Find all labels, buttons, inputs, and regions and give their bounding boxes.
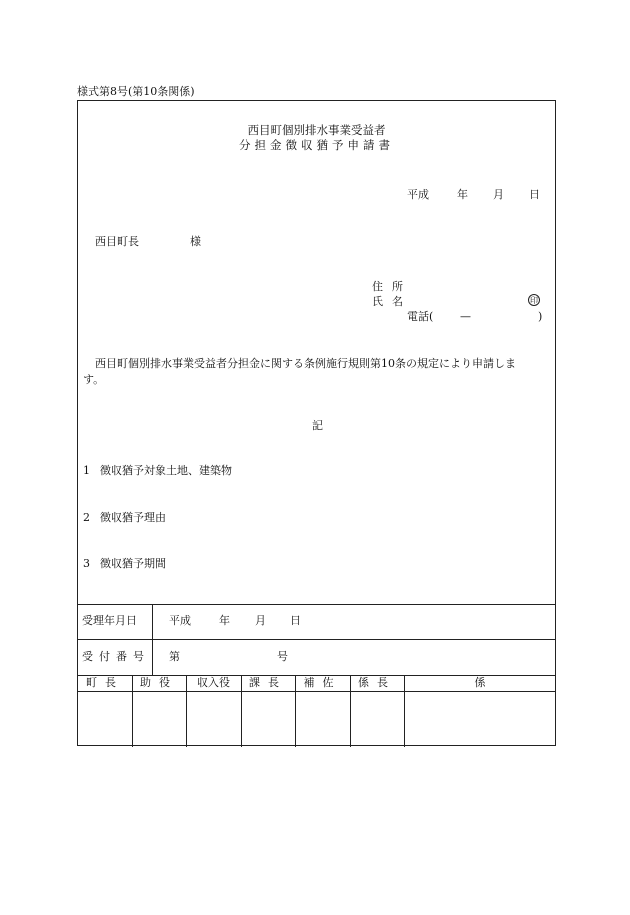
date-year: 年 [457, 188, 468, 201]
approval-header-cell: 補佐 [303, 676, 342, 689]
received-date-label: 受理年月日 [82, 614, 137, 627]
received-era: 平成 [169, 614, 191, 627]
received-day: 日 [290, 614, 301, 627]
receipt-number-label: 受付番号 [82, 650, 150, 663]
ki-heading: 記 [312, 419, 323, 432]
body-text-line2: す。 [83, 373, 105, 386]
approval-header-cell: 収入役 [197, 676, 230, 689]
applicant-address-label: 住所 [372, 280, 412, 293]
date-month: 月 [493, 188, 504, 201]
item-number: 1 [83, 464, 90, 477]
approval-header-cell: 係 [474, 676, 486, 689]
office-section-divider [78, 604, 555, 605]
applicant-phone-label: 電話( [407, 310, 434, 323]
form-title-line1: 西目町個別排水事業受益者 [247, 123, 386, 137]
addressee-honorific: 様 [190, 235, 201, 248]
item-text: 徴収猶予期間 [100, 557, 166, 570]
received-row-divider [78, 639, 555, 640]
seal-icon: 印 [530, 296, 538, 305]
office-label-column-divider [152, 604, 153, 675]
form-title-line2: 分担金徴収猶予申請書 [239, 138, 394, 152]
date-era: 平成 [407, 188, 429, 201]
item-number: 3 [83, 557, 90, 570]
item-text: 徴収猶予対象土地、建築物 [100, 464, 232, 477]
approval-header-cell: 課長 [249, 676, 287, 689]
date-day: 日 [529, 188, 540, 201]
approval-header-cell: 助役 [140, 676, 178, 689]
item-number: 2 [83, 511, 90, 524]
applicant-name-label: 氏名 [372, 295, 412, 308]
addressee-name: 西目町長 [95, 235, 139, 248]
body-text-line1: 西目町個別排水事業受益者分担金に関する条例施行規則第10条の規定により申請しま [95, 357, 516, 370]
approval-header-cell: 係長 [358, 676, 396, 689]
received-year: 年 [219, 614, 230, 627]
item-text: 徴収猶予理由 [100, 511, 166, 524]
receipt-prefix: 第 [169, 650, 180, 663]
approval-header-divider [78, 691, 555, 692]
received-month: 月 [255, 614, 266, 627]
approval-header-cell: 町長 [86, 676, 124, 689]
receipt-suffix: 号 [277, 650, 288, 663]
applicant-phone-close: ) [538, 310, 543, 323]
applicant-phone-dash: — [460, 310, 471, 323]
form-number-label: 様式第8号(第10条関係) [77, 85, 195, 98]
